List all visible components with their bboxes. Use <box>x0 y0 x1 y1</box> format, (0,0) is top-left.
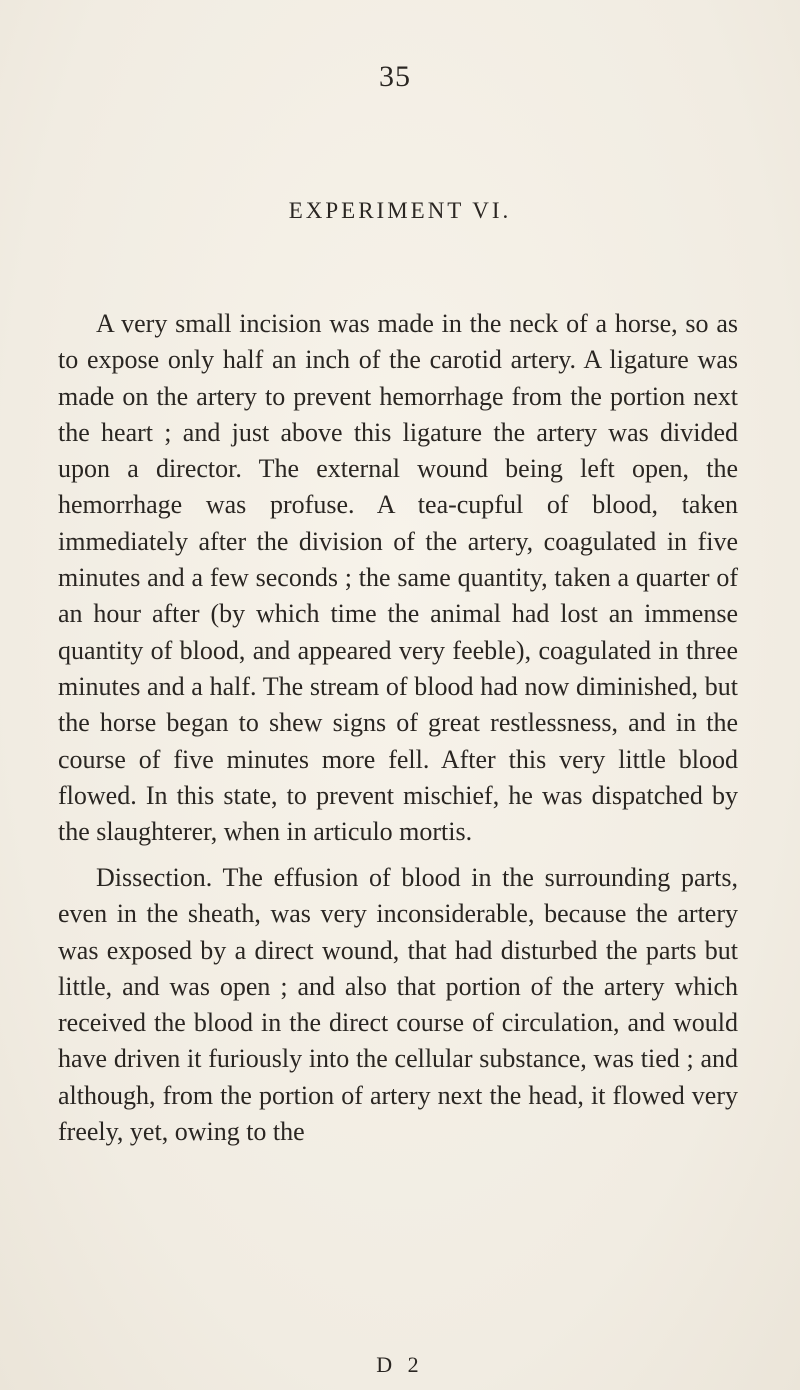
paragraph-experiment-description: A very small incision was made in the neck of a horse, so as to expose only half an inch of the carotid artery. A ligature was made on the artery to prevent hemorrhage from the portion next the heart ; and just above this ligature the artery was divided upon a director. The external wound being left open, the hemorrhage was profuse. A tea-cupful of blood, taken immediately after the division of the artery, coagulated in five minutes and a few seconds ; the same quantity, taken a quarter of an hour after (by which time the animal had lost an immense quantity of blood, and appeared very feeble), coagulated in three minutes and a half. The stream of blood had now diminished, but the horse began to shew signs of great restlessness, and in the course of five minutes more fell. After this very little blood flowed. In this state, to prevent mischief, he was dispatched by the slaughterer, when in articulo mortis. <box>58 309 738 847</box>
paragraph-dissection: Dissection. The effusion of blood in the surrounding parts, even in the sheath, was very inconsiderable, because the artery was exposed by a direct wound, that had disturbed the parts but little, and was open ; and also that portion of the artery which received the blood in the direct course of circulation, and would have driven it furiously into the cellular substance, was tied ; and although, from the portion of artery next the head, it flowed very freely, yet, owing to the <box>58 863 738 1147</box>
section-heading: EXPERIMENT VI. <box>288 198 512 223</box>
page-number: 35 <box>379 60 411 93</box>
signature-mark: D 2 <box>376 1352 424 1377</box>
